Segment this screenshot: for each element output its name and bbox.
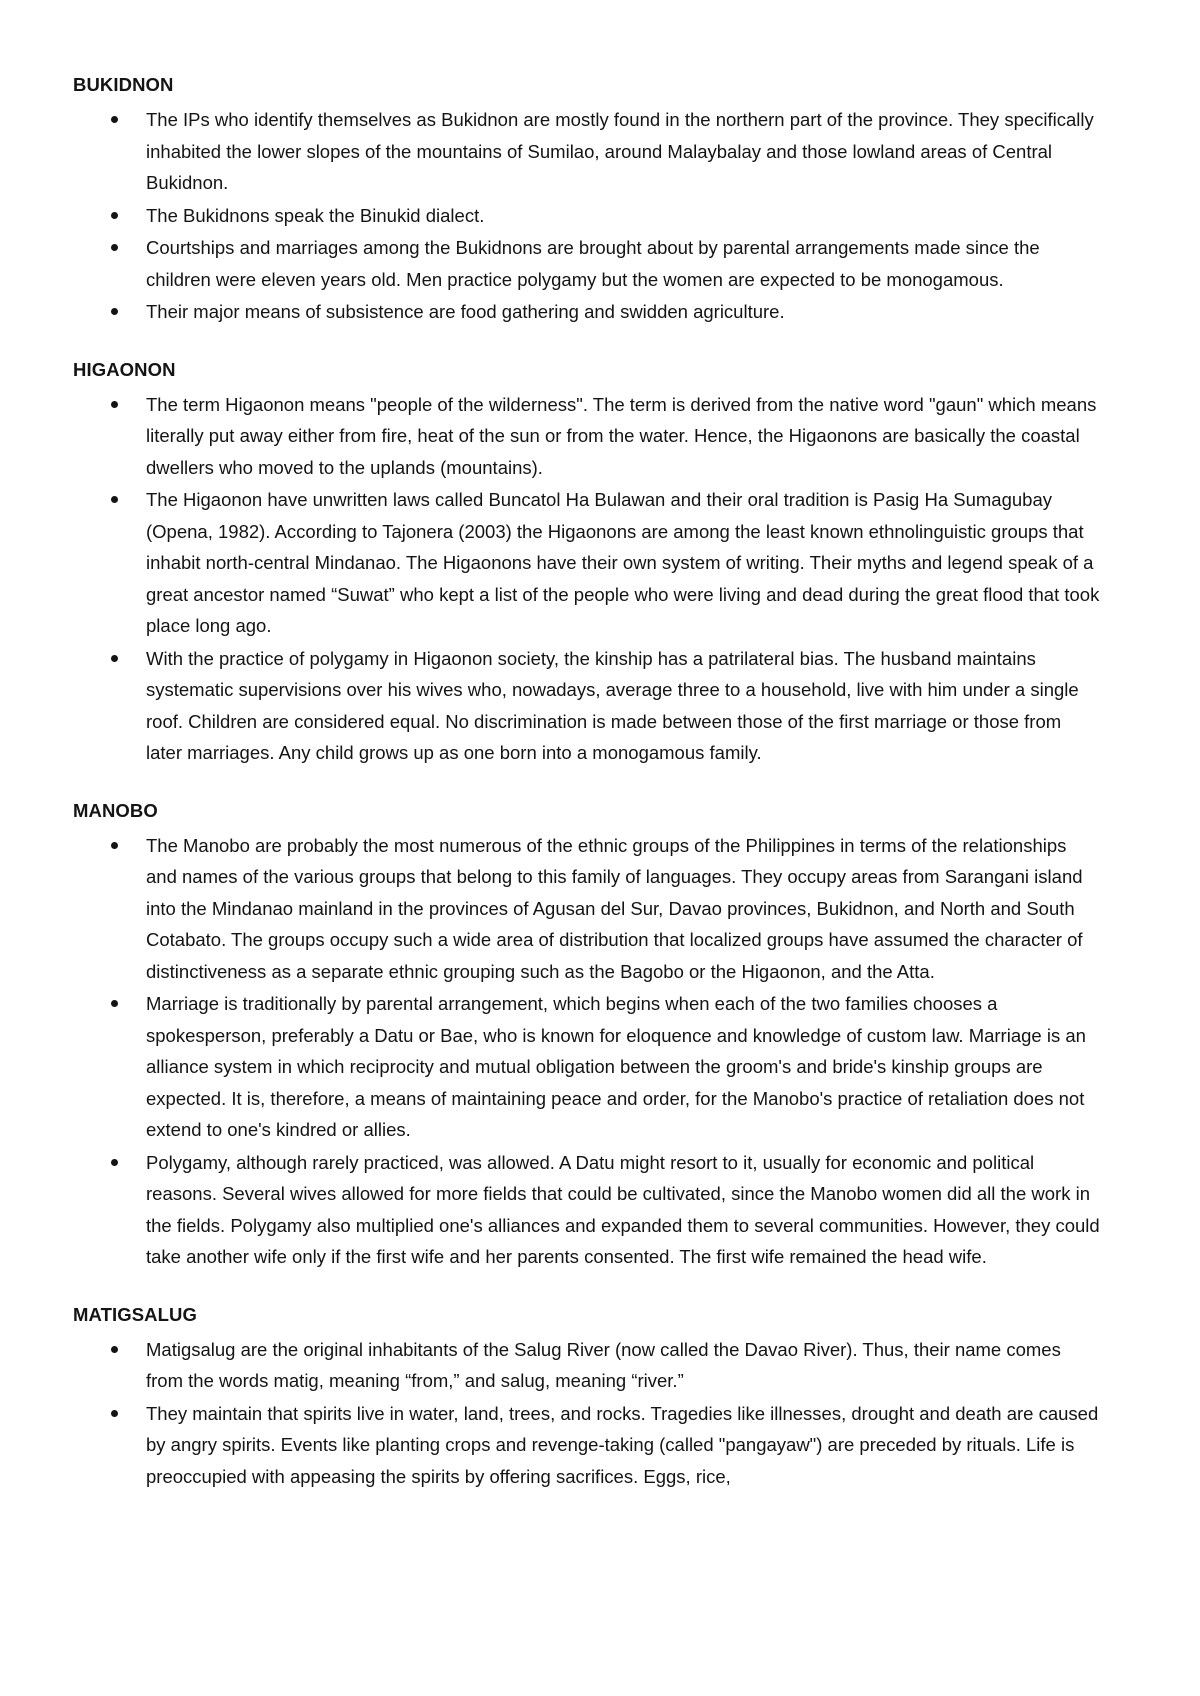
bullet-icon (111, 401, 118, 408)
list-item-text: Marriage is traditionally by parental arrangement, which begins when each of the two families chooses a spokesperson, preferably a Datu or Bae, who is known for eloquence and knowledge of custom law. Marriage is an alliance system in which reciprocity and mutual obligation between the groom's and bride's kinship groups are expected. It is, therefore, a means of maintaining peace and order, for the Manobo's practice of retaliation does not extend to one's kindred or allies. (146, 993, 1086, 1140)
list-item-text: The term Higaonon means "people of the wilderness". The term is derived from the native word "gaun" which means literally put away either from fire, heat of the sun or from the water. Hence, the Higaonons are basically the coastal dwellers who moved to the uplands (mountains). (146, 393, 1097, 478)
list-item (73, 643, 1100, 769)
list-item (73, 104, 1100, 199)
list-item (73, 1147, 1100, 1273)
section-heading: HIGAONON (73, 358, 176, 380)
list-item (73, 988, 1100, 1146)
list-item-text: Courtships and marriages among the Bukidnons are brought about by parental arrangements made since the children were eleven years old. Men practice polygamy but the women are expected to be monogamous. (146, 237, 1040, 290)
list-item-text: With the practice of polygamy in Higaonon society, the kinship has a patrilateral bias. The husband maintains systematic supervisions over his wives who, nowadays, average three to a household, live with him under a single roof. Children are considered equal. No discrimination is made between those of the first marriage or those from later marriages. Any child grows up as one born into a monogamous family. (146, 647, 1079, 763)
list-item-text: They maintain that spirits live in water, land, trees, and rocks. Tragedies like illnesses, drought and death are caused by angry spirits. Events like planting crops and revenge-taking (called "pangayaw") are preceded by rituals. Life is preoccupied with appeasing the spirits by offering sacrifices. Eggs, rice, (146, 1402, 1099, 1487)
bullet-icon (111, 116, 118, 123)
bullet-icon (111, 244, 118, 251)
list-item-text: The Higaonon have unwritten laws called Buncatol Ha Bulawan and their oral tradition is Pasig Ha Sumagubay (Opena, 1982). According to Tajonera (2003) the Higaonons are among the least known ethnolinguistic groups that inhabit north-central Mindanao. The Higaonons have their own system of writing. Their myths and legend speak of a great ancestor named “Suwat” who kept a list of the people who were living and dead during the great flood that took place long ago. (146, 489, 1100, 636)
list-item (73, 232, 1100, 295)
section-heading: MANOBO (73, 799, 158, 821)
section-manobo (73, 798, 1100, 1273)
bullet-icon (111, 1159, 118, 1166)
list-item-text: Their major means of subsistence are food gathering and swidden agriculture. (146, 301, 785, 322)
list-item (73, 389, 1100, 484)
list-item-text: Matigsalug are the original inhabitants of the Salug River (now called the Davao River). Thus, their name comes from the words matig, meaning “from,” and salug, meaning “river.” (146, 1338, 1061, 1391)
bullet-list (73, 104, 1100, 328)
list-item (73, 1398, 1100, 1493)
list-item (73, 484, 1100, 642)
section-heading: BUKIDNON (73, 74, 174, 95)
list-item (73, 296, 1100, 328)
list-item-text: Polygamy, although rarely practiced, was allowed. A Datu might resort to it, usually for economic and political reasons. Several wives allowed for more fields that could be cultivated, since the Manobo women did all the work in the fields. Polygamy also multiplied one's alliances and expanded them to several communities. However, they could take another wife only if the first wife and her parents consented. The first wife remained the head wife. (146, 1151, 1100, 1267)
list-item-text: The IPs who identify themselves as Bukidnon are mostly found in the northern part of the province. They specifically inhabited the lower slopes of the mountains of Sumilao, around Malaybalay and those lowland areas of Central Bukidnon. (146, 109, 1094, 193)
section-bukidnon (73, 72, 1100, 328)
bullet-icon (111, 842, 118, 849)
list-item (73, 1334, 1100, 1397)
bullet-list (73, 830, 1100, 1273)
section-matigsalug (73, 1302, 1100, 1493)
list-item-text: The Bukidnons speak the Binukid dialect. (146, 204, 485, 226)
bullet-list (73, 389, 1100, 769)
bullet-icon (111, 1410, 118, 1417)
bullet-icon (111, 496, 118, 503)
bullet-icon (111, 1000, 118, 1007)
list-item (73, 200, 1100, 232)
section-higaonon (73, 357, 1100, 769)
bullet-icon (111, 308, 118, 315)
bullet-icon (111, 212, 118, 219)
list-item-text: The Manobo are probably the most numerous of the ethnic groups of the Philippines in terms of the relationships and names of the various groups that belong to this family of languages. They occupy areas from Sarangani island into the Mindanao mainland in the provinces of Agusan del Sur, Davao provinces, Bukidnon, and North and South Cotabato. The groups occupy such a wide area of distribution that localized groups have assumed the character of distinctiveness as a separate ethnic grouping such as the Bagobo or the Higaonon, and the Atta. (146, 834, 1083, 982)
bullet-icon (111, 655, 118, 662)
section-heading: MATIGSALUG (73, 1303, 197, 1325)
bullet-list (73, 1334, 1100, 1493)
bullet-icon (111, 1346, 118, 1353)
list-item (73, 830, 1100, 988)
